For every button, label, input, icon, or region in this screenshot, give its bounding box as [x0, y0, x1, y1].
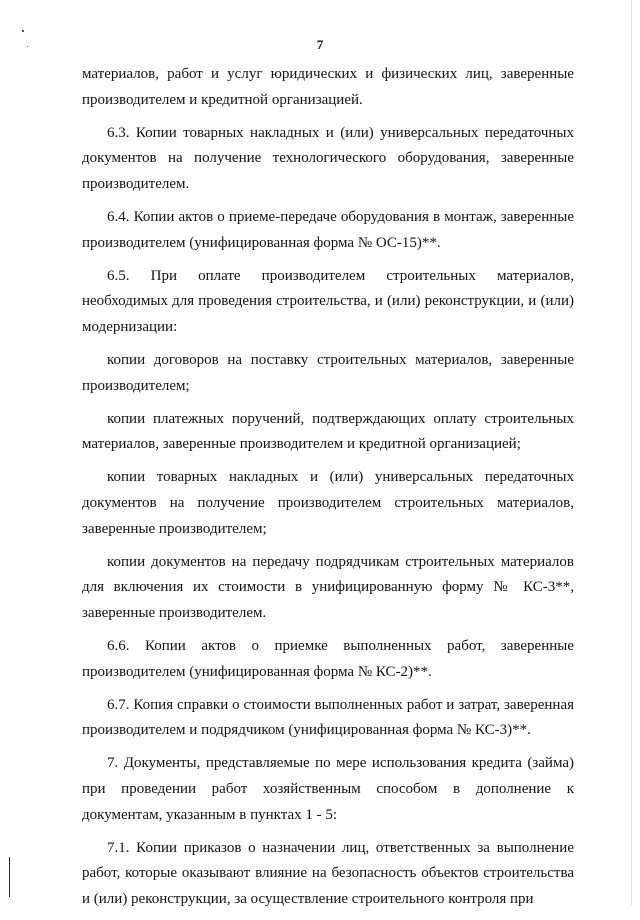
paragraph-6-6: 6.6. Копии актов о приемке выполненных работ, заверенные производителем (унифицированная форма № КС-2)**.: [82, 637, 574, 680]
document-body: [82, 62, 574, 920]
scan-edge-shadow: [631, 0, 632, 905]
paragraph-6-4: 6.4. Копии актов о приеме-передаче оборудования в монтаж, заверенные производителем (унифицированная форма № ОС-15)**.: [82, 208, 574, 251]
paragraph-7-1: 7.1. Копии приказов о назначении лиц, ответственных за выполнение работ, которые оказывают влияние на безопасность объектов строительства и (или) реконструкции, за осуществление строительного контроля при: [82, 839, 574, 908]
paragraph-continuation: материалов, работ и услуг юридических и физических лиц, заверенные производителем и кредитной организацией.: [82, 66, 574, 108]
paragraph-6-5: 6.5. При оплате производителем строительных материалов, необходимых для проведения строительства, и (или) реконструкции, и (или) модернизации:: [82, 267, 574, 336]
paragraph-6-5-item-invoices: копии товарных накладных и (или) универсальных передаточных документов на получение производителем строительных материалов, заверенные производителем;: [82, 469, 574, 537]
paragraph-6-5-item-payments: копии платежных поручений, подтверждающих оплату строительных материалов, заверенные производителем и кредитной организацией;: [82, 410, 574, 453]
paragraph-6-5-item-contracts: копии договоров на поставку строительных материалов, заверенные производителем;: [82, 351, 574, 394]
paragraph-7: 7. Документы, представляемые по мере использования кредита (займа) при проведении работ хозяйственным способом в дополнение к документам, указанным в пунктах 1 - 5:: [82, 755, 574, 823]
paragraph-6-7: 6.7. Копия справки о стоимости выполненных работ и затрат, заверенная производителем и подрядчиком (унифицированная форма № КС-3)**.: [82, 696, 574, 739]
scan-edge-mark: [9, 857, 10, 897]
scan-speck: [22, 30, 24, 32]
paragraph-6-3: 6.3. Копии товарных накладных и (или) универсальных передаточных документов на получение технологического оборудования, заверенные производителем.: [82, 124, 574, 193]
paragraph-6-5-item-transfer: копии документов на передачу подрядчикам строительных материалов для включения их стоимости в унифицированную форму № КС-3**, заверенные производителем.: [82, 553, 574, 622]
page-number: 7: [316, 37, 324, 52]
